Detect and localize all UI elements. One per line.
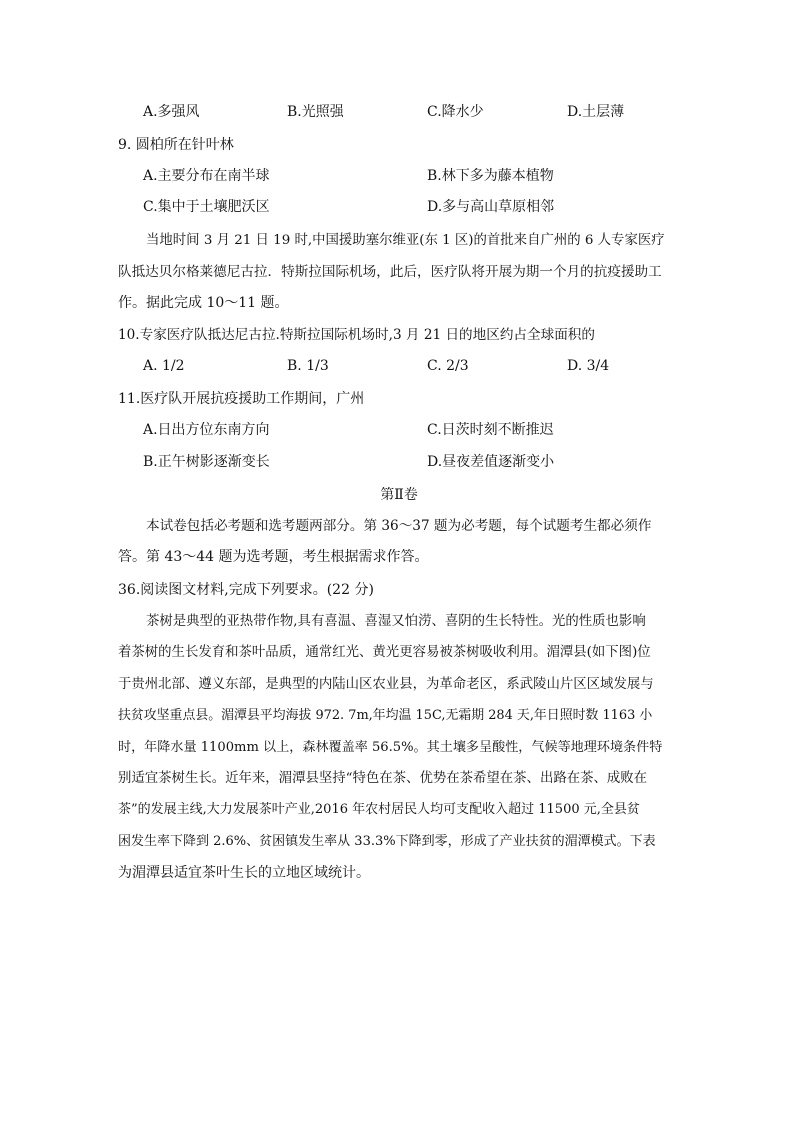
q8-option-d: D.土层薄 <box>567 104 625 120</box>
q10-option-b: B. 1/3 <box>287 358 329 374</box>
q8-option-b: B.光照强 <box>287 104 344 120</box>
q9-option-c: C.集中于土壤肥沃区 <box>143 199 270 215</box>
q10-option-c: C. 2/3 <box>427 358 469 374</box>
q9-option-d: D.多与高山草原相邻 <box>427 199 555 215</box>
q36-stem: 36.阅读图文材料,完成下列要求。(22 分) <box>118 582 374 598</box>
q9-stem: 9. 圆柏所在针叶林 <box>118 137 234 153</box>
q36-line-6: 别适宜茶树生长。近年来，湄潭县坚持“特色在茶、优势在茶希望在茶、出路在茶、成败在 <box>118 771 648 786</box>
q36-line-3: 于贵州北部、遵义东部，是典型的内陆山区农业县，为革命老区，系武陵山片区区域发展与 <box>118 677 654 692</box>
section-2-title: 第Ⅱ卷 <box>380 487 418 503</box>
passage1-line-1: 当地时间 3 月 21 日 19 时,中国援助塞尔维亚(东 1 区)的首批来自广州的 6 人专家医疗 <box>146 233 665 248</box>
q10-option-a: A. 1/2 <box>143 358 185 374</box>
q10-option-d: D. 3/4 <box>567 358 610 374</box>
q11-option-b: B.正午树影逐渐变长 <box>143 454 270 470</box>
q36-line-9: 为湄潭县适宜茶叶生长的立地区域统计。 <box>118 865 370 881</box>
section-2-intro-line-2: 答。第 43～44 题为选考题，考生根据需求作答。 <box>118 549 429 565</box>
q9-option-a: A.主要分布在南半球 <box>143 168 270 184</box>
q36-line-8: 困发生率下降到 2.6%、贫困镇发生率从 33.3%下降到零，形成了产业扶贫的湄潭模式。下表 <box>118 834 656 849</box>
passage1-line-2: 队抵达贝尔格莱德尼古拉．特斯拉国际机场，此后，医疗队将开展为期一个月的抗疫援助工 <box>118 264 662 280</box>
q36-line-5: 时，年降水量 1100mm 以上，森林覆盖率 56.5%。其土壤多呈酸性，气候等地理环境条件特 <box>118 740 663 755</box>
q36-line-1: 茶树是典型的亚热带作物,具有喜温、喜湿又怕涝、喜阴的生长特性。光的性质也影响 <box>146 614 646 629</box>
q11-stem: 11.医疗队开展抗疫援助工作期间，广州 <box>118 391 365 407</box>
q11-option-c: C.日茨时刻不断推迟 <box>427 422 554 438</box>
q11-option-d: D.昼夜差值逐渐变小 <box>427 454 555 470</box>
q9-option-b: B.林下多为藤本植物 <box>427 168 554 184</box>
passage1-line-3: 作。据此完成 10～11 题。 <box>118 295 289 311</box>
section-2-intro-line-1: 本试卷包括必考题和选考题两部分。第 36～37 题为必考题，每个试题考生都必须作 <box>146 518 652 534</box>
q11-option-a: A.日出方位东南方向 <box>143 422 270 438</box>
q36-line-2: 着茶树的生长发育和茶叶品质，通常红光、黄光更容易被茶树吸收利用。湄潭县(如下图)位 <box>118 645 651 660</box>
q8-option-c: C.降水少 <box>427 104 484 120</box>
q36-line-7: 茶”的发展主线,大力发展茶叶产业,2016 年农村居民人均可支配收入超过 11500 元,全县贫 <box>118 802 640 817</box>
q8-option-a: A.多强风 <box>143 104 200 120</box>
q36-line-4: 扶贫攻坚重点县。湄潭县平均海拔 972. 7m,年均温 15C,无霜期 284 天,年日照时数 1163 小 <box>118 708 653 723</box>
q10-stem: 10.专家医疗队抵达尼古拉.特斯拉国际机场时,3 月 21 日的地区约占全球面积的 <box>118 327 595 343</box>
